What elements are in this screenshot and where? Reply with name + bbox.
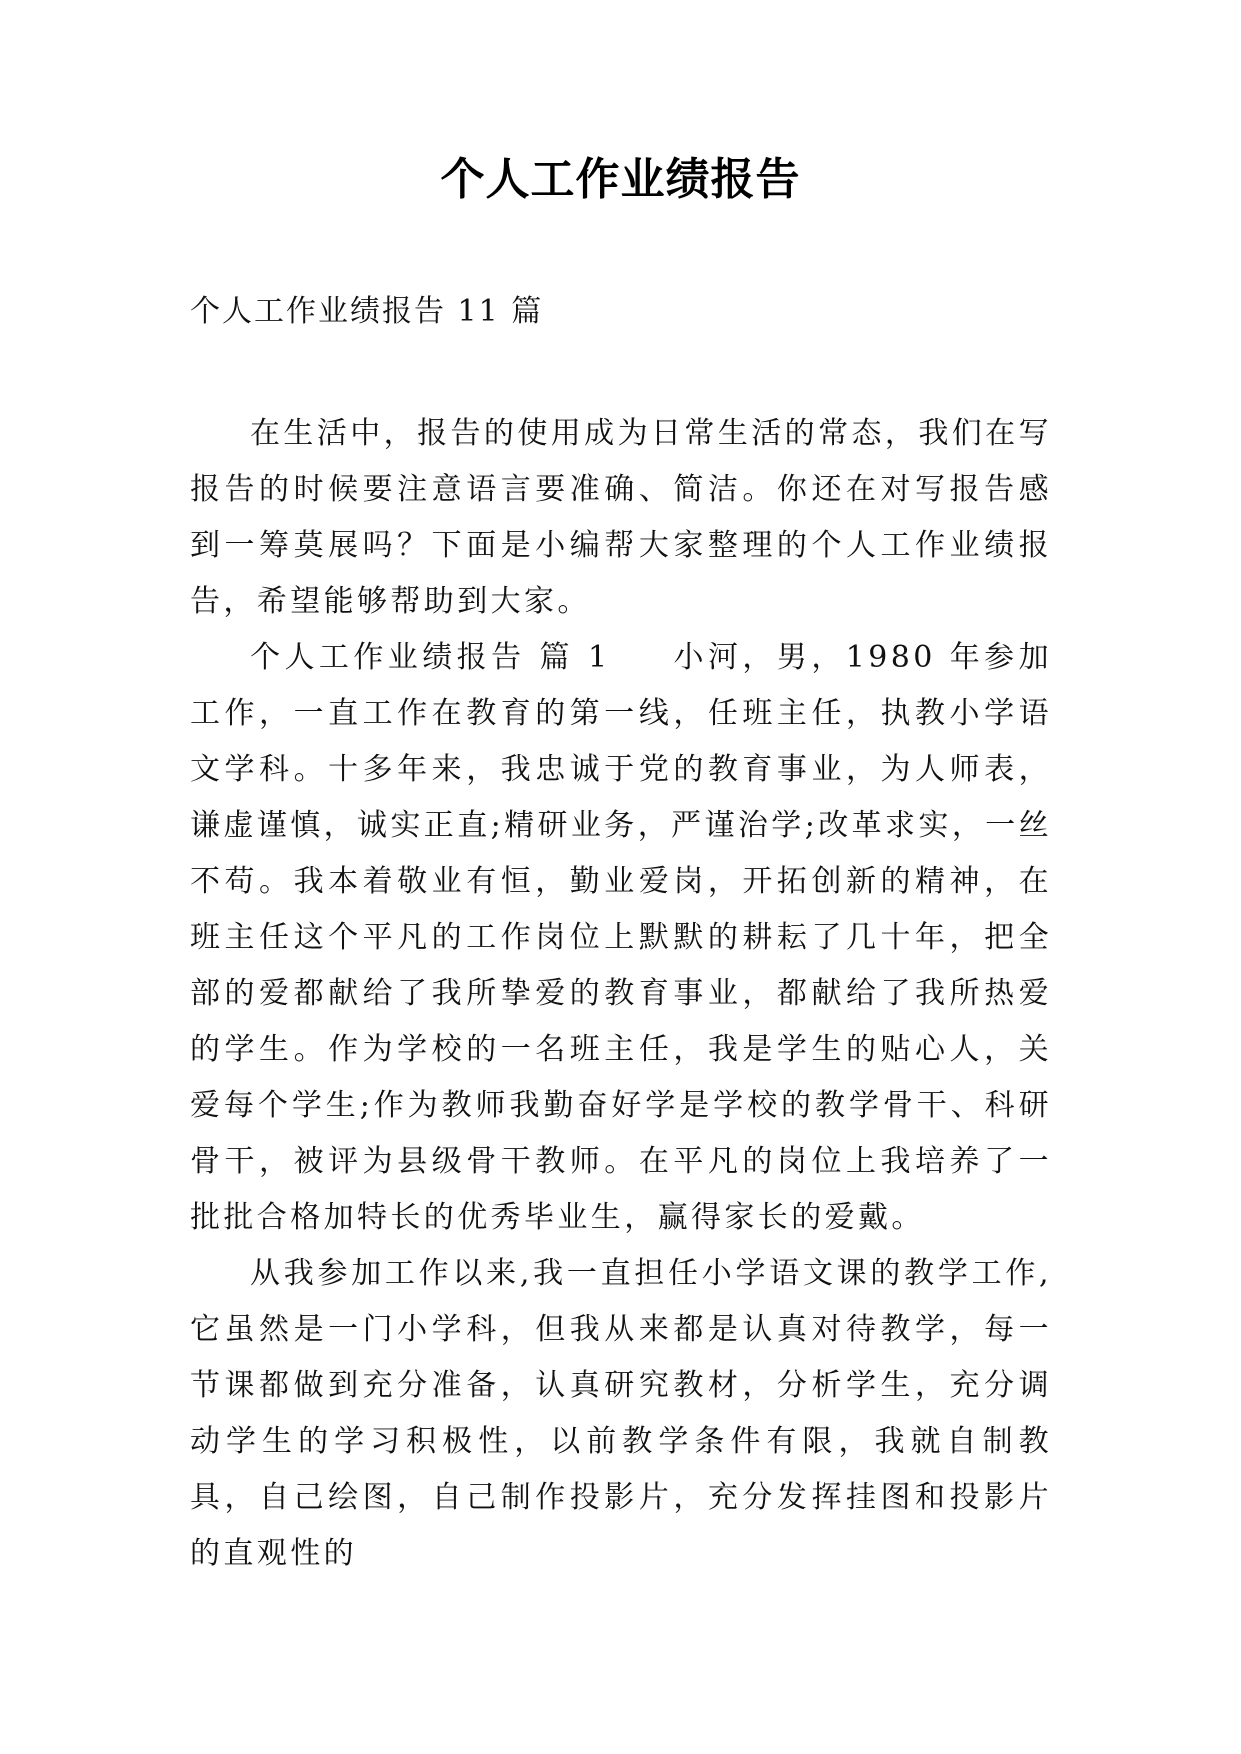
- teaching-paragraph: 从我参加工作以来,我一直担任小学语文课的教学工作,它虽然是一门小学科，但我从来都是认真对待教学，每一节课都做到充分准备，认真研究教材，分析学生，充分调动学生的学习积极性，以前教学条件有限，我就自制教具，自己绘图，自己制作投影片，充分发挥挂图和投影片的直观性的: [190, 1256, 1052, 1571]
- section-1-paragraph: [190, 630, 1052, 1246]
- intro-paragraph: 在生活中，报告的使用成为日常生活的常态，我们在写报告的时候要注意语言要准确、简洁。你还在对写报告感到一筹莫展吗？下面是小编帮大家整理的个人工作业绩报告，希望能够帮助到大家。: [190, 416, 1052, 619]
- section-1-text: 小河，男，1980 年参加工作，一直工作在教育的第一线，任班主任，执教小学语文学科。十多年来，我忠诚于党的教育事业，为人师表，谦虚谨慎，诚实正直;精研业务，严谨治学;改革求实，一丝不苟。我本着敬业有恒，勤业爱岗，开拓创新的精神，在班主任这个平凡的工作岗位上默默的耕耘了几十年，把全部的爱都献给了我所挚爱的教育事业，都献给了我所热爱的学生。作为学校的一名班主任，我是学生的贴心人，关爱每个学生;作为教师我勤奋好学是学校的教学骨干、科研骨干，被评为县级骨干教师。在平凡的岗位上我培养了一批批合格加特长的优秀毕业生，赢得家长的爱戴。: [190, 640, 1053, 1235]
- document-title: 个人工作业绩报告: [440, 154, 801, 205]
- document-body: [190, 406, 1052, 1582]
- section-1-heading: 个人工作业绩报告 篇 1: [250, 640, 611, 675]
- document-subtitle: 个人工作业绩报告 11 篇: [190, 294, 544, 329]
